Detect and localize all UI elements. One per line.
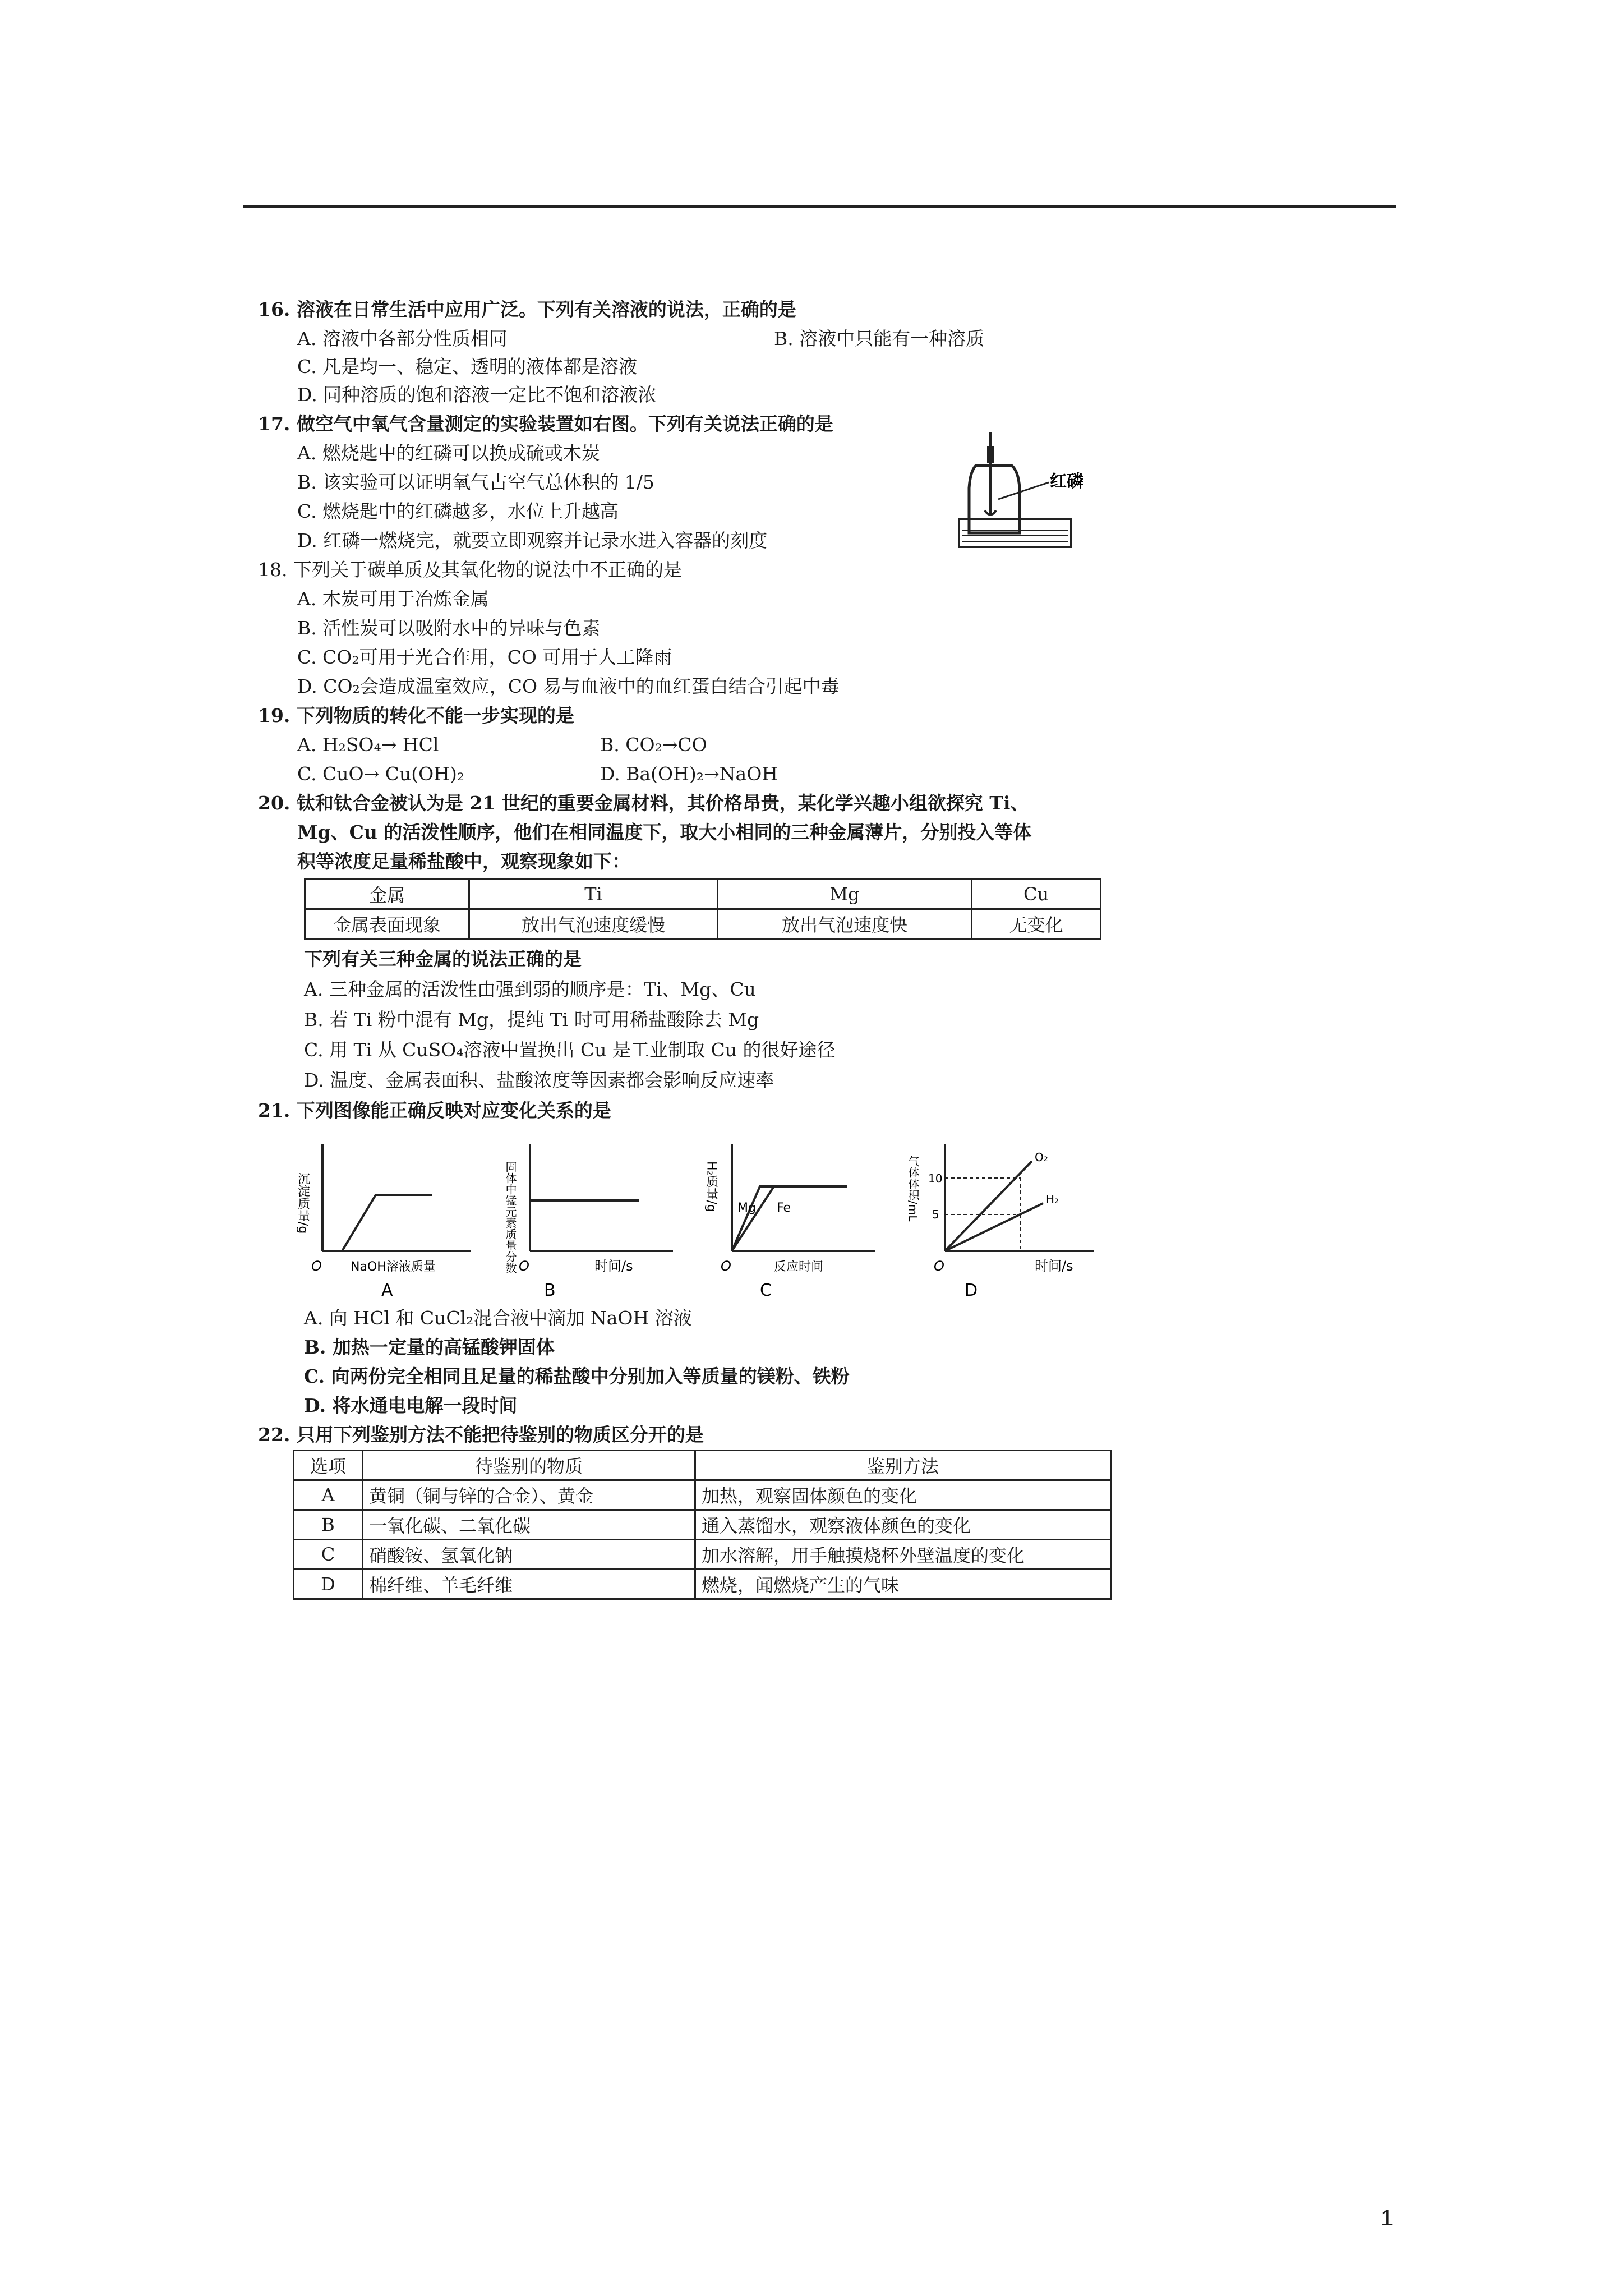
- q17-stem: 17. 做空气中氧气含量测定的实验装置如右图。下列有关说法正确的是: [258, 413, 833, 435]
- q16-stem: 16. 溶液在日常生活中应用广泛。下列有关溶液的说法，正确的是: [258, 298, 796, 320]
- table-cell: Ti: [469, 880, 718, 909]
- table-cell: 硝酸铵、氢氧化钠: [363, 1540, 695, 1570]
- table-cell: 无变化: [972, 909, 1101, 939]
- graph-a-ylabel: 沉淀质量/g: [296, 1172, 310, 1234]
- table-row: [294, 1451, 1111, 1480]
- graph-c-origin: O: [721, 1258, 731, 1274]
- graph-c-fe-label: Fe: [777, 1201, 791, 1215]
- q17-option-d: D. 红磷一燃烧完，就要立即观察并记录水进入容器的刻度: [297, 530, 768, 551]
- graph-c-mg-label: Mg: [737, 1201, 756, 1215]
- q19-option-c: C. CuO→ Cu(OH)₂: [297, 763, 465, 785]
- table-cell: 一氧化碳、二氧化碳: [363, 1510, 695, 1540]
- q20-stem-line3: 积等浓度足量稀盐酸中，观察现象如下：: [297, 850, 630, 872]
- table-cell: B: [294, 1510, 363, 1540]
- q19-option-b: B. CO₂→CO: [600, 734, 707, 756]
- graph-c-ylabel: H₂质量/g: [704, 1161, 718, 1212]
- graph-c-xlabel: 反应时间: [774, 1260, 824, 1274]
- table-cell: 放出气泡速度快: [718, 909, 972, 939]
- graph-a-origin: O: [311, 1258, 322, 1274]
- table-header-cell: 鉴别方法: [695, 1451, 1111, 1480]
- q17-option-c: C. 燃烧匙中的红磷越多，水位上升越高: [297, 500, 619, 522]
- q18-option-d: D. CO₂会造成温室效应，CO 易与血液中的血红蛋白结合引起中毒: [297, 675, 840, 697]
- graph-c-caption: C: [760, 1281, 772, 1300]
- graph-c: [704, 1133, 892, 1301]
- q20-option-b: B. 若 Ti 粉中混有 Mg，提纯 Ti 时可用稀盐酸除去 Mg: [304, 1009, 759, 1030]
- table-row: [294, 1480, 1111, 1510]
- table-cell: 加热，观察固体颜色的变化: [695, 1480, 1111, 1510]
- q19-option-d: D. Ba(OH)₂→NaOH: [600, 763, 778, 785]
- table-cell: Cu: [972, 880, 1101, 909]
- q18-stem: 18. 下列关于碳单质及其氧化物的说法中不正确的是: [258, 559, 682, 581]
- graph-d-tick-5: 5: [932, 1208, 939, 1221]
- table-cell: 加水溶解，用手触摸烧杯外壁温度的变化: [695, 1540, 1111, 1570]
- oxygen-apparatus-figure: [953, 421, 1122, 567]
- q20-option-d: D. 温度、金属表面积、盐酸浓度等因素都会影响反应速率: [304, 1069, 774, 1091]
- graph-b-xlabel: 时间/s: [594, 1258, 633, 1274]
- table-row: [305, 909, 1101, 939]
- q21-option-c: C. 向两份完全相同且足量的稀盐酸中分别加入等质量的镁粉、铁粉: [304, 1365, 850, 1387]
- table-cell: 棉纤维、羊毛纤维: [363, 1570, 695, 1599]
- graph-b-origin: O: [519, 1258, 529, 1274]
- graph-d-o2-label: O₂: [1035, 1151, 1048, 1164]
- table-cell: D: [294, 1570, 363, 1599]
- graph-b-ylabel: 固体中锰元素质量分数: [504, 1161, 517, 1273]
- table-cell: A: [294, 1480, 363, 1510]
- q21-option-a: A. 向 HCl 和 CuCl₂混合液中滴加 NaOH 溶液: [304, 1307, 692, 1329]
- q16-option-d: D. 同种溶质的饱和溶液一定比不饱和溶液浓: [297, 384, 657, 406]
- graph-d-ylabel: 气体体积/mL: [906, 1156, 920, 1222]
- header-rule: [243, 205, 1396, 208]
- q17-option-b: B. 该实验可以证明氧气占空气总体积的 1/5: [297, 471, 654, 493]
- table-cell: 金属表面现象: [305, 909, 469, 939]
- table-cell: 通入蒸馏水，观察液体颜色的变化: [695, 1510, 1111, 1540]
- q20-stem-line2: Mg、Cu 的活泼性顺序，他们在相同温度下，取大小相同的三种金属薄片，分别投入等体: [297, 821, 1032, 843]
- graph-d-origin: O: [934, 1258, 944, 1274]
- q18-option-c: C. CO₂可用于光合作用，CO 可用于人工降雨: [297, 646, 672, 668]
- graph-d-h2-label: H₂: [1046, 1193, 1059, 1206]
- graph-d-caption: D: [965, 1281, 978, 1300]
- table-row: [294, 1540, 1111, 1570]
- table-cell: 金属: [305, 880, 469, 909]
- graph-d: [906, 1133, 1110, 1301]
- table-row: [294, 1570, 1111, 1599]
- table-header-cell: 选项: [294, 1451, 363, 1480]
- scanned-question-block: [241, 280, 1122, 1632]
- q20-metal-table: [304, 878, 1101, 940]
- q20-option-c: C. 用 Ti 从 CuSO₄溶液中置换出 Cu 是工业制取 Cu 的很好途径: [304, 1039, 836, 1061]
- table-row: [305, 880, 1101, 909]
- table-cell: 燃烧，闻燃烧产生的气味: [695, 1570, 1111, 1599]
- q21-stem: 21. 下列图像能正确反映对应变化关系的是: [258, 1099, 611, 1121]
- graph-d-xlabel: 时间/s: [1035, 1258, 1073, 1274]
- q16-option-b: B. 溶液中只能有一种溶质: [774, 328, 985, 349]
- q18-option-b: B. 活性炭可以吸附水中的异味与色素: [297, 617, 601, 639]
- q20-option-a: A. 三种金属的活泼性由强到弱的顺序是：Ti、Mg、Cu: [304, 978, 756, 1000]
- graph-a-caption: A: [381, 1281, 393, 1300]
- q18-option-a: A. 木炭可用于冶炼金属: [297, 588, 489, 610]
- red-phosphorus-label: 红磷: [1050, 472, 1083, 491]
- table-cell: Mg: [718, 880, 972, 909]
- q21-option-d: D. 将水通电电解一段时间: [304, 1395, 518, 1416]
- page-number: 1: [1381, 2206, 1394, 2230]
- q19-option-a: A. H₂SO₄→ HCl: [297, 734, 439, 756]
- table-cell: 黄铜（铜与锌的合金）、黄金: [363, 1480, 695, 1510]
- q16-option-c: C. 凡是均一、稳定、透明的液体都是溶液: [297, 356, 638, 378]
- table-cell: C: [294, 1540, 363, 1570]
- table-cell: 放出气泡速度缓慢: [469, 909, 718, 939]
- graph-d-tick-10: 10: [928, 1172, 943, 1185]
- q17-option-a: A. 燃烧匙中的红磷可以换成硫或木炭: [297, 442, 600, 464]
- q22-identification-table: [293, 1450, 1112, 1600]
- q20-stem-line1: 20. 钛和钛合金被认为是 21 世纪的重要金属材料，其价格昂贵，某化学兴趣小组欲探究 Ti、: [258, 792, 1029, 814]
- q22-stem: 22. 只用下列鉴别方法不能把待鉴别的物质区分开的是: [258, 1424, 704, 1446]
- table-row: [294, 1510, 1111, 1540]
- q20-sub-question: 下列有关三种金属的说法正确的是: [304, 948, 582, 970]
- graph-b: [505, 1133, 690, 1301]
- table-header-cell: 待鉴别的物质: [363, 1451, 695, 1480]
- graph-a: [297, 1133, 482, 1301]
- q19-stem: 19. 下列物质的转化不能一步实现的是: [258, 705, 574, 726]
- graph-b-caption: B: [544, 1281, 556, 1300]
- graph-a-xlabel: NaOH溶液质量: [351, 1260, 436, 1274]
- q21-option-b: B. 加热一定量的高锰酸钾固体: [304, 1336, 555, 1358]
- q16-option-a: A. 溶液中各部分性质相同: [297, 328, 508, 349]
